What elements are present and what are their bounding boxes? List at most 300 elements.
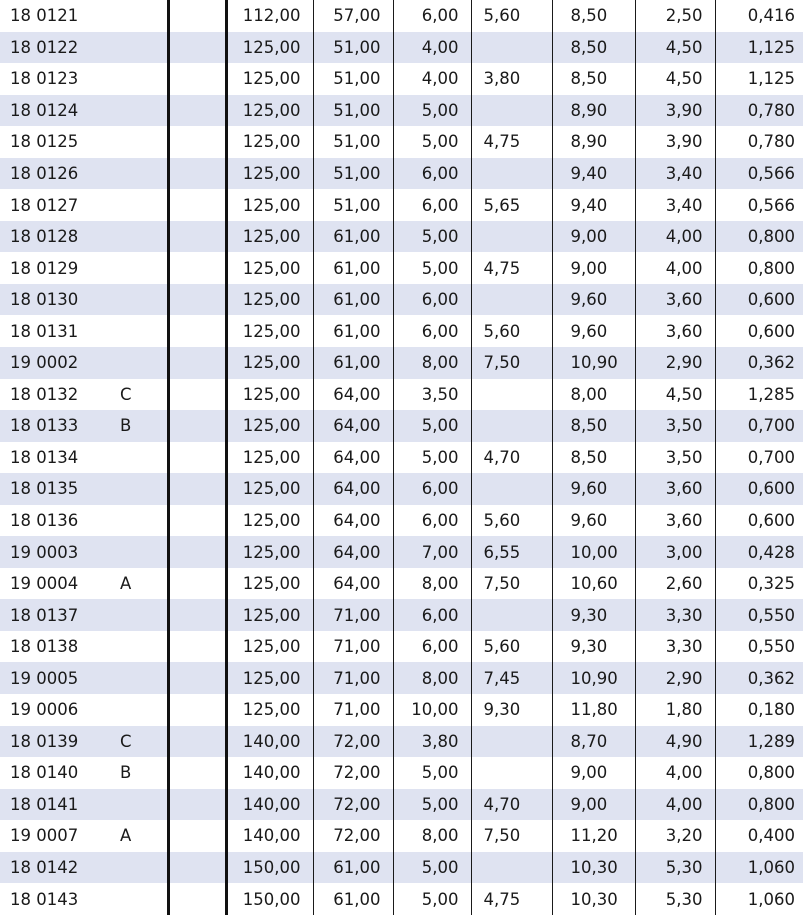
value-d-cell: 5,60	[471, 0, 552, 32]
value-c-cell: 5,00	[393, 95, 471, 127]
table-row	[0, 505, 803, 537]
value-a-cell: 125,00	[226, 347, 313, 379]
value-b-cell: 61,00	[313, 883, 393, 915]
value-f-cell: 4,00	[635, 252, 715, 284]
value-g-cell: 0,800	[715, 789, 803, 821]
value-g-cell: 1,060	[747, 889, 795, 909]
blank-cell	[168, 789, 226, 821]
blank-cell	[168, 32, 226, 64]
blank-cell	[168, 284, 226, 316]
value-e-cell: 8,00	[552, 379, 635, 411]
value-g-cell: 0,362	[715, 662, 803, 694]
product-code-cell: 18 0130	[0, 284, 97, 316]
grade-cell	[97, 473, 168, 505]
product-code-cell: 18 0123	[10, 69, 79, 89]
value-g-cell: 0,600	[715, 284, 803, 316]
table-row	[0, 694, 803, 726]
value-c-cell: 6,00	[393, 189, 471, 221]
value-b-cell: 64,00	[313, 442, 393, 474]
product-code-cell: 18 0134	[10, 447, 79, 467]
table-row	[0, 536, 803, 568]
value-d-cell: 5,65	[471, 189, 552, 221]
value-c-cell: 5,00	[393, 852, 471, 884]
value-c-cell: 4,00	[393, 63, 471, 95]
value-b-cell: 64,00	[313, 536, 393, 568]
grade-cell	[97, 189, 168, 221]
value-f-cell: 3,50	[635, 410, 715, 442]
value-e-cell: 9,00	[552, 252, 635, 284]
value-f-cell: 3,90	[635, 126, 715, 158]
grade-cell	[97, 505, 168, 537]
value-f-cell: 4,50	[635, 32, 715, 64]
value-e-cell: 9,30	[552, 599, 635, 631]
product-code-cell: 19 0003	[0, 536, 97, 568]
blank-cell	[168, 158, 226, 190]
value-e-cell: 8,90	[552, 126, 635, 158]
grade-cell	[97, 126, 168, 158]
value-a-cell: 125,00	[226, 252, 313, 284]
value-d-cell	[471, 95, 552, 127]
product-code-cell: 19 0005	[0, 662, 97, 694]
value-e-cell: 9,00	[552, 789, 635, 821]
grade-cell	[97, 95, 168, 127]
value-c-cell: 5,00	[393, 789, 471, 821]
value-e-cell: 9,60	[552, 284, 635, 316]
blank-cell	[168, 410, 226, 442]
blank-cell	[168, 473, 226, 505]
value-a-cell: 125,00	[226, 631, 313, 663]
value-b-cell: 61,00	[313, 284, 393, 316]
value-f-cell: 5,30	[635, 883, 715, 915]
value-e-cell: 8,90	[552, 95, 635, 127]
product-code-cell: 19 0007	[10, 826, 79, 846]
value-b-cell: 72,00	[313, 789, 393, 821]
product-code-cell: 19 0004	[10, 574, 79, 594]
grade-cell	[97, 315, 168, 347]
value-f-cell: 5,30	[635, 852, 715, 884]
value-e-cell: 10,30	[552, 883, 635, 915]
grade-cell	[97, 0, 168, 32]
value-g-cell: 0,566	[747, 195, 795, 215]
value-c-cell: 5,00	[393, 757, 471, 789]
value-e-cell: 8,50	[552, 0, 635, 32]
value-g-cell: 0,700	[747, 447, 795, 467]
value-a-cell: 125,00	[226, 536, 313, 568]
grade-cell	[97, 284, 168, 316]
value-g-cell: 1,125	[747, 69, 795, 89]
value-c-cell: 5,00	[393, 883, 471, 915]
value-a-cell: 125,00	[226, 32, 313, 64]
product-code-cell: 18 0132	[10, 384, 79, 404]
value-a-cell: 140,00	[226, 789, 313, 821]
value-a-cell: 125,00	[226, 599, 313, 631]
value-d-cell	[471, 32, 552, 64]
value-a-cell: 140,00	[226, 820, 313, 852]
blank-cell	[168, 599, 226, 631]
value-d-cell	[471, 221, 552, 253]
value-a-cell: 140,00	[226, 757, 313, 789]
table-row	[0, 599, 803, 631]
value-e-cell: 9,60	[552, 473, 635, 505]
value-g-cell: 0,800	[715, 221, 803, 253]
value-a-cell: 150,00	[226, 883, 313, 915]
value-b-cell: 71,00	[313, 662, 393, 694]
product-code-cell: 18 0138	[10, 637, 79, 657]
product-code-cell: 18 0137	[0, 599, 97, 631]
grade-cell	[97, 883, 168, 915]
value-e-cell: 10,90	[552, 347, 635, 379]
table-row	[0, 32, 803, 64]
value-c-cell: 6,00	[393, 505, 471, 537]
product-code-cell: 18 0139	[0, 726, 97, 758]
blank-cell	[168, 0, 226, 32]
value-f-cell: 4,50	[635, 379, 715, 411]
value-b-cell: 71,00	[313, 694, 393, 726]
product-code-cell: 18 0126	[0, 158, 97, 190]
table-row	[0, 726, 803, 758]
product-code-cell: 19 0002	[0, 347, 97, 379]
value-a-cell: 125,00	[226, 315, 313, 347]
blank-cell	[168, 126, 226, 158]
grade-cell: B	[97, 410, 168, 442]
value-d-cell: 5,60	[471, 505, 552, 537]
value-e-cell: 10,90	[552, 662, 635, 694]
table-row	[0, 852, 803, 884]
product-code-cell: 18 0135	[0, 473, 97, 505]
value-c-cell: 8,00	[393, 662, 471, 694]
grade-cell	[97, 789, 168, 821]
value-f-cell: 3,40	[635, 189, 715, 221]
product-code-cell: 18 0141	[0, 789, 97, 821]
value-c-cell: 8,00	[393, 568, 471, 600]
value-b-cell: 64,00	[313, 505, 393, 537]
grade-cell: A	[97, 820, 168, 852]
value-b-cell: 71,00	[313, 631, 393, 663]
blank-cell	[168, 631, 226, 663]
product-code-cell: 18 0129	[10, 258, 79, 278]
value-b-cell: 51,00	[313, 189, 393, 221]
value-e-cell: 9,00	[552, 757, 635, 789]
value-b-cell: 64,00	[313, 379, 393, 411]
value-f-cell: 3,40	[635, 158, 715, 190]
value-e-cell: 8,70	[552, 726, 635, 758]
blank-cell	[168, 852, 226, 884]
value-d-cell: 3,80	[471, 63, 552, 95]
value-c-cell: 6,00	[393, 0, 471, 32]
value-b-cell: 61,00	[313, 252, 393, 284]
value-b-cell: 72,00	[313, 820, 393, 852]
value-d-cell	[471, 599, 552, 631]
value-a-cell: 125,00	[226, 568, 313, 600]
product-code-cell: 18 0125	[10, 132, 79, 152]
table-row	[0, 0, 803, 32]
blank-cell	[168, 379, 226, 411]
value-b-cell: 51,00	[313, 158, 393, 190]
value-c-cell: 10,00	[393, 694, 471, 726]
value-g-cell: 1,060	[715, 852, 803, 884]
value-g-cell: 0,600	[747, 321, 795, 341]
value-d-cell	[471, 473, 552, 505]
value-a-cell: 125,00	[226, 221, 313, 253]
value-c-cell: 6,00	[393, 284, 471, 316]
table-row	[0, 473, 803, 505]
value-f-cell: 4,00	[635, 789, 715, 821]
value-a-cell: 112,00	[226, 0, 313, 32]
value-b-cell: 61,00	[313, 852, 393, 884]
value-c-cell: 5,00	[393, 221, 471, 253]
grade-cell	[97, 536, 168, 568]
blank-cell	[168, 820, 226, 852]
value-g-cell: 0,550	[747, 637, 795, 657]
value-d-cell: 6,55	[471, 536, 552, 568]
value-f-cell: 3,20	[635, 820, 715, 852]
value-b-cell: 61,00	[313, 347, 393, 379]
value-g-cell: 1,285	[747, 384, 795, 404]
value-e-cell: 9,60	[552, 505, 635, 537]
value-e-cell: 10,60	[552, 568, 635, 600]
grade-cell	[97, 32, 168, 64]
value-d-cell: 4,75	[471, 126, 552, 158]
table-row	[0, 347, 803, 379]
value-b-cell: 71,00	[313, 599, 393, 631]
value-e-cell: 9,00	[552, 221, 635, 253]
grade-cell	[97, 662, 168, 694]
value-g-cell: 1,289	[715, 726, 803, 758]
blank-cell	[168, 694, 226, 726]
value-d-cell	[471, 726, 552, 758]
grade-cell	[97, 694, 168, 726]
value-a-cell: 125,00	[226, 284, 313, 316]
value-b-cell: 57,00	[313, 0, 393, 32]
value-c-cell: 8,00	[393, 347, 471, 379]
value-g-cell: 0,566	[715, 158, 803, 190]
value-e-cell: 9,40	[552, 189, 635, 221]
value-e-cell: 10,00	[552, 536, 635, 568]
value-a-cell: 125,00	[226, 505, 313, 537]
value-a-cell: 125,00	[226, 158, 313, 190]
table-row	[0, 252, 803, 284]
value-e-cell: 9,40	[552, 158, 635, 190]
value-g-cell: 0,700	[715, 410, 803, 442]
value-c-cell: 6,00	[393, 631, 471, 663]
value-e-cell: 10,30	[552, 852, 635, 884]
value-f-cell: 3,60	[635, 315, 715, 347]
table-row	[0, 379, 803, 411]
table-row	[0, 568, 803, 600]
blank-cell	[168, 95, 226, 127]
table-row	[0, 158, 803, 190]
value-c-cell: 6,00	[393, 315, 471, 347]
blank-cell	[168, 221, 226, 253]
grade-cell	[97, 631, 168, 663]
value-a-cell: 125,00	[226, 410, 313, 442]
value-b-cell: 64,00	[313, 568, 393, 600]
value-a-cell: 125,00	[226, 126, 313, 158]
value-e-cell: 8,50	[552, 32, 635, 64]
grade-cell	[97, 252, 168, 284]
value-b-cell: 64,00	[313, 473, 393, 505]
value-g-cell: 0,428	[715, 536, 803, 568]
value-a-cell: 125,00	[226, 694, 313, 726]
value-c-cell: 4,00	[393, 32, 471, 64]
table-row	[0, 284, 803, 316]
grade-cell: C	[97, 379, 168, 411]
value-b-cell: 72,00	[313, 757, 393, 789]
table-row	[0, 410, 803, 442]
value-a-cell: 150,00	[226, 852, 313, 884]
value-f-cell: 1,80	[635, 694, 715, 726]
value-g-cell: 0,400	[747, 826, 795, 846]
value-g-cell: 0,800	[747, 258, 795, 278]
table-row	[0, 95, 803, 127]
value-g-cell: 0,180	[747, 700, 795, 720]
value-e-cell: 9,30	[552, 631, 635, 663]
table-row	[0, 442, 803, 474]
grade-cell: C	[97, 726, 168, 758]
product-code-cell: 18 0128	[0, 221, 97, 253]
value-f-cell: 4,90	[635, 726, 715, 758]
value-e-cell: 9,60	[552, 315, 635, 347]
value-e-cell: 8,50	[552, 63, 635, 95]
value-f-cell: 4,50	[635, 63, 715, 95]
product-code-cell: 18 0136	[10, 511, 79, 531]
value-b-cell: 72,00	[313, 726, 393, 758]
grade-cell	[97, 347, 168, 379]
value-d-cell: 7,50	[471, 568, 552, 600]
value-g-cell: 0,780	[715, 95, 803, 127]
value-d-cell	[471, 757, 552, 789]
value-c-cell: 6,00	[393, 473, 471, 505]
value-d-cell: 4,70	[471, 789, 552, 821]
table-row	[0, 789, 803, 821]
value-d-cell	[471, 158, 552, 190]
table-row	[0, 757, 803, 789]
value-a-cell: 125,00	[226, 189, 313, 221]
value-e-cell: 8,50	[552, 410, 635, 442]
blank-cell	[168, 662, 226, 694]
value-b-cell: 64,00	[313, 410, 393, 442]
value-d-cell: 7,50	[471, 820, 552, 852]
table-row	[0, 883, 803, 915]
table-row	[0, 315, 803, 347]
grade-cell	[97, 158, 168, 190]
product-code-cell: 18 0127	[10, 195, 79, 215]
value-d-cell: 5,60	[471, 631, 552, 663]
product-code-cell: 18 0142	[0, 852, 97, 884]
value-d-cell: 7,50	[471, 347, 552, 379]
table-row	[0, 189, 803, 221]
blank-cell	[168, 442, 226, 474]
value-b-cell: 61,00	[313, 221, 393, 253]
value-d-cell: 9,30	[471, 694, 552, 726]
value-g-cell: 0,600	[715, 473, 803, 505]
product-code-cell: 18 0124	[0, 95, 97, 127]
blank-cell	[168, 568, 226, 600]
value-e-cell: 8,50	[552, 442, 635, 474]
value-c-cell: 5,00	[393, 252, 471, 284]
value-a-cell: 125,00	[226, 473, 313, 505]
value-a-cell: 125,00	[226, 379, 313, 411]
table-row	[0, 662, 803, 694]
value-c-cell: 5,00	[393, 442, 471, 474]
grade-cell: B	[97, 757, 168, 789]
value-b-cell: 51,00	[313, 95, 393, 127]
value-f-cell: 3,90	[635, 95, 715, 127]
product-code-cell: 18 0140	[10, 763, 79, 783]
value-a-cell: 125,00	[226, 95, 313, 127]
product-code-cell: 18 0121	[10, 6, 79, 26]
product-code-cell: 18 0131	[10, 321, 79, 341]
value-c-cell: 5,00	[393, 410, 471, 442]
value-c-cell: 3,80	[393, 726, 471, 758]
grade-cell	[97, 442, 168, 474]
value-a-cell: 125,00	[226, 442, 313, 474]
value-f-cell: 2,50	[635, 0, 715, 32]
blank-cell	[168, 883, 226, 915]
value-e-cell: 11,20	[552, 820, 635, 852]
table-row	[0, 820, 803, 852]
value-f-cell: 3,00	[635, 536, 715, 568]
blank-cell	[168, 505, 226, 537]
product-code-cell: 18 0122	[0, 32, 97, 64]
value-a-cell: 125,00	[226, 63, 313, 95]
value-d-cell: 4,75	[471, 252, 552, 284]
value-d-cell: 4,75	[471, 883, 552, 915]
value-a-cell: 125,00	[226, 662, 313, 694]
value-e-cell: 11,80	[552, 694, 635, 726]
value-g-cell: 0,362	[715, 347, 803, 379]
value-c-cell: 7,00	[393, 536, 471, 568]
value-f-cell: 3,50	[635, 442, 715, 474]
value-d-cell	[471, 379, 552, 411]
blank-cell	[168, 726, 226, 758]
product-code-cell: 18 0143	[10, 889, 79, 909]
grade-cell	[97, 221, 168, 253]
value-d-cell	[471, 852, 552, 884]
value-f-cell: 4,00	[635, 757, 715, 789]
value-c-cell: 3,50	[393, 379, 471, 411]
blank-cell	[168, 189, 226, 221]
grade-cell	[97, 852, 168, 884]
grade-cell: A	[97, 568, 168, 600]
value-c-cell: 6,00	[393, 599, 471, 631]
table-row	[0, 221, 803, 253]
blank-cell	[168, 315, 226, 347]
value-b-cell: 51,00	[313, 126, 393, 158]
value-f-cell: 2,60	[635, 568, 715, 600]
blank-cell	[168, 252, 226, 284]
value-d-cell	[471, 410, 552, 442]
value-c-cell: 5,00	[393, 126, 471, 158]
grade-cell	[97, 63, 168, 95]
value-f-cell: 3,30	[635, 631, 715, 663]
blank-cell	[168, 63, 226, 95]
value-c-cell: 8,00	[393, 820, 471, 852]
value-f-cell: 3,60	[635, 505, 715, 537]
value-d-cell: 7,45	[471, 662, 552, 694]
value-d-cell	[471, 284, 552, 316]
blank-cell	[168, 757, 226, 789]
value-g-cell: 0,416	[747, 6, 795, 26]
value-b-cell: 61,00	[313, 315, 393, 347]
value-g-cell: 0,600	[747, 511, 795, 531]
product-code-cell: 19 0006	[10, 700, 79, 720]
blank-cell	[168, 347, 226, 379]
value-d-cell: 5,60	[471, 315, 552, 347]
value-g-cell: 1,125	[715, 32, 803, 64]
value-b-cell: 51,00	[313, 63, 393, 95]
value-d-cell: 4,70	[471, 442, 552, 474]
